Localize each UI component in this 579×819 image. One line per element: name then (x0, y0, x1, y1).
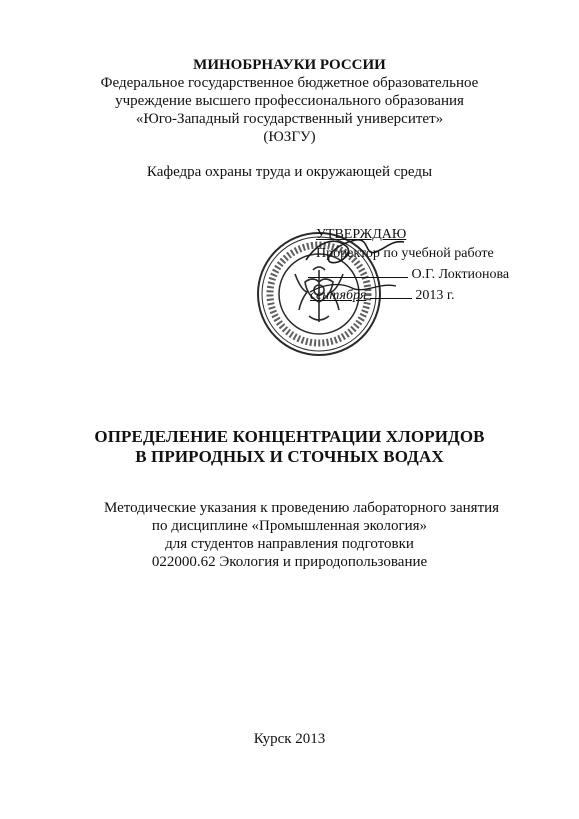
description-line-2: по дисциплине «Промышленная экология» (151, 518, 428, 534)
ministry-name: МИНОБРНАУКИ РОССИИ (193, 57, 386, 73)
approval-date-line (306, 285, 507, 305)
document-title-line-1: ОПРЕДЕЛЕНИЕ КОНЦЕНТРАЦИИ ХЛОРИДОВ (94, 427, 485, 446)
institution-line-2: учреждение высшего профессионального образования (115, 93, 464, 109)
approval-label: УТВЕРЖДАЮ (316, 227, 407, 242)
institution-line-1: Федеральное государственное бюджетное образовательное (100, 75, 479, 91)
department-name: Кафедра охраны труда и окружающей среды (146, 164, 433, 180)
approval-name: О.Г. Локтионова (411, 267, 510, 282)
approval-block (310, 226, 517, 303)
approval-date-month: сентября (310, 288, 367, 303)
approval-position: Проректор по учебной работе (316, 246, 494, 261)
description-line-3: для студентов направления подготовки (165, 536, 414, 552)
description-line-4: 022000.62 Экология и природопользование (151, 554, 428, 570)
approval-name-line (308, 264, 509, 284)
approval-date-year: 2013 г. (415, 288, 455, 303)
city-year: Курск 2013 (253, 731, 326, 747)
institution-abbreviation: (ЮЗГУ) (263, 129, 316, 145)
institution-line-3: «Юго-Западный государственный университет» (135, 111, 444, 127)
description-line-1: Методические указания к проведению лабораторного занятия (103, 500, 500, 516)
document-title-line-2: В ПРИРОДНЫХ И СТОЧНЫХ ВОДАХ (135, 447, 444, 466)
